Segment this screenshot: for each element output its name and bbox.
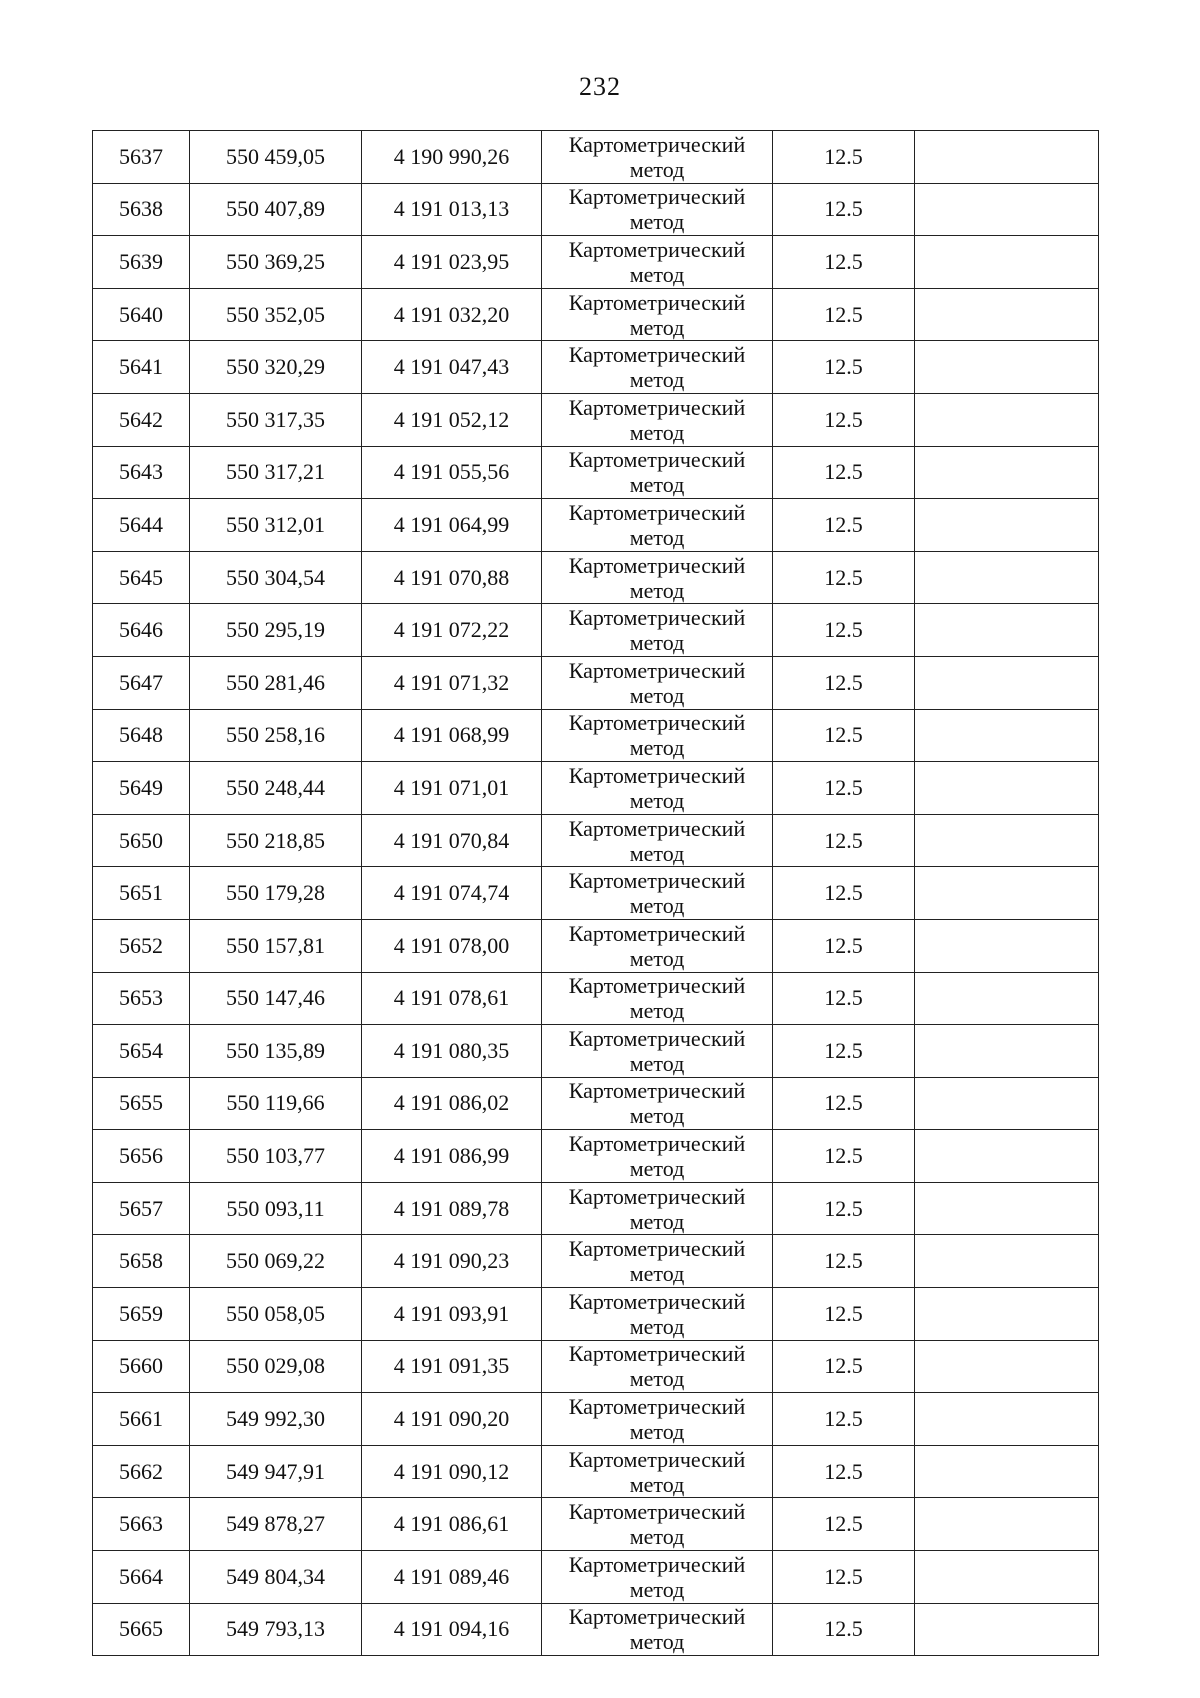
point-number-cell: 5664 <box>93 1551 190 1604</box>
note-cell <box>915 814 1099 867</box>
coordinates-table-body <box>93 131 1099 1656</box>
table-row <box>93 1077 1099 1130</box>
y-coordinate-cell: 4 191 068,99 <box>362 709 542 762</box>
method-line-1: Картометрический <box>568 657 746 683</box>
method-cell <box>542 183 773 236</box>
y-coordinate-cell: 4 191 074,74 <box>362 867 542 920</box>
table-row <box>93 341 1099 394</box>
accuracy-cell: 12.5 <box>773 1235 915 1288</box>
method-line-2: метод <box>629 524 685 550</box>
x-coordinate-cell: 549 992,30 <box>190 1393 362 1446</box>
table-row <box>93 1393 1099 1446</box>
method-cell <box>542 1025 773 1078</box>
note-cell <box>915 183 1099 236</box>
note-cell <box>915 1340 1099 1393</box>
method-cell <box>542 1393 773 1446</box>
method-cell <box>542 972 773 1025</box>
method-line-2: метод <box>629 735 685 761</box>
note-cell <box>915 972 1099 1025</box>
method-cell <box>542 656 773 709</box>
table-row <box>93 919 1099 972</box>
method-cell <box>542 814 773 867</box>
x-coordinate-cell: 550 135,89 <box>190 1025 362 1078</box>
table-row <box>93 236 1099 289</box>
y-coordinate-cell: 4 190 990,26 <box>362 131 542 184</box>
x-coordinate-cell: 550 119,66 <box>190 1077 362 1130</box>
accuracy-cell: 12.5 <box>773 288 915 341</box>
accuracy-cell: 12.5 <box>773 1445 915 1498</box>
x-coordinate-cell: 550 304,54 <box>190 551 362 604</box>
x-coordinate-cell: 550 157,81 <box>190 919 362 972</box>
accuracy-cell: 12.5 <box>773 1551 915 1604</box>
method-line-1: Картометрический <box>568 447 746 473</box>
method-line-1: Картометрический <box>568 1341 746 1367</box>
method-cell <box>542 1445 773 1498</box>
point-number-cell: 5644 <box>93 499 190 552</box>
table-row <box>93 1551 1099 1604</box>
table-row <box>93 1445 1099 1498</box>
method-line-2: метод <box>629 1419 685 1445</box>
method-line-2: метод <box>629 1524 685 1550</box>
method-line-2: метод <box>629 1366 685 1392</box>
accuracy-cell: 12.5 <box>773 1288 915 1341</box>
method-line-1: Картометрический <box>568 1288 746 1314</box>
accuracy-cell: 12.5 <box>773 762 915 815</box>
y-coordinate-cell: 4 191 070,88 <box>362 551 542 604</box>
table-row <box>93 972 1099 1025</box>
method-line-1: Картометрический <box>568 920 746 946</box>
accuracy-cell: 12.5 <box>773 1130 915 1183</box>
note-cell <box>915 762 1099 815</box>
point-number-cell: 5638 <box>93 183 190 236</box>
method-line-2: метод <box>629 261 685 287</box>
x-coordinate-cell: 550 103,77 <box>190 1130 362 1183</box>
x-coordinate-cell: 549 804,34 <box>190 1551 362 1604</box>
note-cell <box>915 1288 1099 1341</box>
table-row <box>93 1498 1099 1551</box>
method-line-2: метод <box>629 209 685 235</box>
x-coordinate-cell: 549 793,13 <box>190 1603 362 1656</box>
x-coordinate-cell: 550 147,46 <box>190 972 362 1025</box>
coordinates-table <box>92 130 1099 1656</box>
method-line-2: метод <box>629 1208 685 1234</box>
table-row <box>93 1182 1099 1235</box>
x-coordinate-cell: 550 312,01 <box>190 499 362 552</box>
accuracy-cell: 12.5 <box>773 1393 915 1446</box>
method-cell <box>542 499 773 552</box>
note-cell <box>915 499 1099 552</box>
note-cell <box>915 1025 1099 1078</box>
method-cell <box>542 131 773 184</box>
y-coordinate-cell: 4 191 064,99 <box>362 499 542 552</box>
point-number-cell: 5647 <box>93 656 190 709</box>
method-line-2: метод <box>629 630 685 656</box>
method-line-2: метод <box>629 840 685 866</box>
x-coordinate-cell: 550 258,16 <box>190 709 362 762</box>
y-coordinate-cell: 4 191 086,61 <box>362 1498 542 1551</box>
method-line-1: Картометрический <box>568 342 746 368</box>
point-number-cell: 5665 <box>93 1603 190 1656</box>
method-cell <box>542 919 773 972</box>
method-cell <box>542 1340 773 1393</box>
point-number-cell: 5662 <box>93 1445 190 1498</box>
point-number-cell: 5643 <box>93 446 190 499</box>
method-line-1: Картометрический <box>568 1078 746 1104</box>
note-cell <box>915 131 1099 184</box>
y-coordinate-cell: 4 191 078,00 <box>362 919 542 972</box>
x-coordinate-cell: 550 295,19 <box>190 604 362 657</box>
method-line-1: Картометрический <box>568 762 746 788</box>
method-line-1: Картометрический <box>568 184 746 210</box>
method-cell <box>542 1130 773 1183</box>
page-number: 232 <box>579 72 621 101</box>
method-line-1: Картометрический <box>568 1025 746 1051</box>
y-coordinate-cell: 4 191 071,01 <box>362 762 542 815</box>
point-number-cell: 5656 <box>93 1130 190 1183</box>
accuracy-cell: 12.5 <box>773 709 915 762</box>
y-coordinate-cell: 4 191 090,12 <box>362 1445 542 1498</box>
y-coordinate-cell: 4 191 070,84 <box>362 814 542 867</box>
point-number-cell: 5649 <box>93 762 190 815</box>
y-coordinate-cell: 4 191 071,32 <box>362 656 542 709</box>
x-coordinate-cell: 550 369,25 <box>190 236 362 289</box>
accuracy-cell: 12.5 <box>773 1340 915 1393</box>
method-line-1: Картометрический <box>568 1236 746 1262</box>
x-coordinate-cell: 550 407,89 <box>190 183 362 236</box>
y-coordinate-cell: 4 191 013,13 <box>362 183 542 236</box>
table-row <box>93 656 1099 709</box>
accuracy-cell: 12.5 <box>773 499 915 552</box>
point-number-cell: 5650 <box>93 814 190 867</box>
note-cell <box>915 919 1099 972</box>
note-cell <box>915 1235 1099 1288</box>
table-row <box>93 499 1099 552</box>
table-row <box>93 1130 1099 1183</box>
method-line-2: метод <box>629 1313 685 1339</box>
y-coordinate-cell: 4 191 089,78 <box>362 1182 542 1235</box>
note-cell <box>915 656 1099 709</box>
method-cell <box>542 551 773 604</box>
table-row <box>93 1235 1099 1288</box>
method-line-2: метод <box>629 1050 685 1076</box>
method-line-1: Картометрический <box>568 552 746 578</box>
table-row <box>93 604 1099 657</box>
method-cell <box>542 604 773 657</box>
note-cell <box>915 1445 1099 1498</box>
method-line-2: метод <box>629 682 685 708</box>
y-coordinate-cell: 4 191 023,95 <box>362 236 542 289</box>
method-cell <box>542 1498 773 1551</box>
table-row <box>93 131 1099 184</box>
method-line-1: Картометрический <box>568 236 746 262</box>
y-coordinate-cell: 4 191 078,61 <box>362 972 542 1025</box>
method-line-1: Картометрический <box>568 605 746 631</box>
method-line-2: метод <box>629 893 685 919</box>
x-coordinate-cell: 550 281,46 <box>190 656 362 709</box>
note-cell <box>915 709 1099 762</box>
point-number-cell: 5641 <box>93 341 190 394</box>
method-line-2: метод <box>629 998 685 1024</box>
y-coordinate-cell: 4 191 091,35 <box>362 1340 542 1393</box>
y-coordinate-cell: 4 191 052,12 <box>362 393 542 446</box>
method-line-1: Картометрический <box>568 499 746 525</box>
y-coordinate-cell: 4 191 055,56 <box>362 446 542 499</box>
table-row <box>93 393 1099 446</box>
method-line-2: метод <box>629 787 685 813</box>
note-cell <box>915 604 1099 657</box>
table-row <box>93 1603 1099 1656</box>
y-coordinate-cell: 4 191 089,46 <box>362 1551 542 1604</box>
note-cell <box>915 1077 1099 1130</box>
method-line-1: Картометрический <box>568 1131 746 1157</box>
accuracy-cell: 12.5 <box>773 236 915 289</box>
note-cell <box>915 1551 1099 1604</box>
accuracy-cell: 12.5 <box>773 656 915 709</box>
table-row <box>93 183 1099 236</box>
method-line-1: Картометрический <box>568 289 746 315</box>
table-row <box>93 709 1099 762</box>
method-line-2: метод <box>629 314 685 340</box>
x-coordinate-cell: 550 058,05 <box>190 1288 362 1341</box>
table-row <box>93 814 1099 867</box>
y-coordinate-cell: 4 191 080,35 <box>362 1025 542 1078</box>
table-row <box>93 551 1099 604</box>
point-number-cell: 5661 <box>93 1393 190 1446</box>
method-line-2: метод <box>629 1576 685 1602</box>
method-cell <box>542 1551 773 1604</box>
accuracy-cell: 12.5 <box>773 972 915 1025</box>
point-number-cell: 5663 <box>93 1498 190 1551</box>
point-number-cell: 5658 <box>93 1235 190 1288</box>
accuracy-cell: 12.5 <box>773 604 915 657</box>
method-line-2: метод <box>629 1629 685 1655</box>
method-line-2: метод <box>629 1103 685 1129</box>
note-cell <box>915 341 1099 394</box>
note-cell <box>915 288 1099 341</box>
y-coordinate-cell: 4 191 094,16 <box>362 1603 542 1656</box>
method-cell <box>542 341 773 394</box>
accuracy-cell: 12.5 <box>773 1025 915 1078</box>
y-coordinate-cell: 4 191 032,20 <box>362 288 542 341</box>
method-cell <box>542 1077 773 1130</box>
method-line-2: метод <box>629 367 685 393</box>
x-coordinate-cell: 550 317,35 <box>190 393 362 446</box>
note-cell <box>915 1130 1099 1183</box>
x-coordinate-cell: 550 069,22 <box>190 1235 362 1288</box>
point-number-cell: 5653 <box>93 972 190 1025</box>
table-row <box>93 288 1099 341</box>
method-line-2: метод <box>629 472 685 498</box>
y-coordinate-cell: 4 191 072,22 <box>362 604 542 657</box>
method-line-2: метод <box>629 1471 685 1497</box>
x-coordinate-cell: 550 093,11 <box>190 1182 362 1235</box>
accuracy-cell: 12.5 <box>773 183 915 236</box>
x-coordinate-cell: 550 317,21 <box>190 446 362 499</box>
method-line-1: Картометрический <box>568 394 746 420</box>
table-row <box>93 446 1099 499</box>
method-cell <box>542 1235 773 1288</box>
point-number-cell: 5660 <box>93 1340 190 1393</box>
method-line-2: метод <box>629 1156 685 1182</box>
method-cell <box>542 867 773 920</box>
method-line-1: Картометрический <box>568 131 746 157</box>
accuracy-cell: 12.5 <box>773 867 915 920</box>
y-coordinate-cell: 4 191 086,99 <box>362 1130 542 1183</box>
y-coordinate-cell: 4 191 090,23 <box>362 1235 542 1288</box>
point-number-cell: 5655 <box>93 1077 190 1130</box>
method-cell <box>542 762 773 815</box>
note-cell <box>915 236 1099 289</box>
method-cell <box>542 446 773 499</box>
x-coordinate-cell: 550 320,29 <box>190 341 362 394</box>
accuracy-cell: 12.5 <box>773 1077 915 1130</box>
point-number-cell: 5639 <box>93 236 190 289</box>
method-cell <box>542 288 773 341</box>
point-number-cell: 5646 <box>93 604 190 657</box>
point-number-cell: 5645 <box>93 551 190 604</box>
point-number-cell: 5651 <box>93 867 190 920</box>
method-cell <box>542 1288 773 1341</box>
note-cell <box>915 1393 1099 1446</box>
x-coordinate-cell: 550 352,05 <box>190 288 362 341</box>
note-cell <box>915 1603 1099 1656</box>
accuracy-cell: 12.5 <box>773 131 915 184</box>
table-row <box>93 1025 1099 1078</box>
method-line-1: Картометрический <box>568 973 746 999</box>
accuracy-cell: 12.5 <box>773 814 915 867</box>
y-coordinate-cell: 4 191 047,43 <box>362 341 542 394</box>
method-cell <box>542 1603 773 1656</box>
method-cell <box>542 393 773 446</box>
accuracy-cell: 12.5 <box>773 446 915 499</box>
x-coordinate-cell: 550 179,28 <box>190 867 362 920</box>
method-cell <box>542 709 773 762</box>
accuracy-cell: 12.5 <box>773 919 915 972</box>
table-row <box>93 762 1099 815</box>
point-number-cell: 5654 <box>93 1025 190 1078</box>
note-cell <box>915 393 1099 446</box>
note-cell <box>915 1498 1099 1551</box>
x-coordinate-cell: 550 248,44 <box>190 762 362 815</box>
method-line-2: метод <box>629 419 685 445</box>
point-number-cell: 5657 <box>93 1182 190 1235</box>
accuracy-cell: 12.5 <box>773 1182 915 1235</box>
table-row <box>93 1340 1099 1393</box>
point-number-cell: 5637 <box>93 131 190 184</box>
note-cell <box>915 1182 1099 1235</box>
method-line-1: Картометрический <box>568 1183 746 1209</box>
accuracy-cell: 12.5 <box>773 393 915 446</box>
method-line-2: метод <box>629 945 685 971</box>
method-line-1: Картометрический <box>568 1551 746 1577</box>
method-line-1: Картометрический <box>568 710 746 736</box>
x-coordinate-cell: 549 947,91 <box>190 1445 362 1498</box>
x-coordinate-cell: 550 218,85 <box>190 814 362 867</box>
accuracy-cell: 12.5 <box>773 1498 915 1551</box>
method-line-1: Картометрический <box>568 1446 746 1472</box>
point-number-cell: 5652 <box>93 919 190 972</box>
method-line-1: Картометрический <box>568 815 746 841</box>
method-cell <box>542 1182 773 1235</box>
accuracy-cell: 12.5 <box>773 551 915 604</box>
table-row <box>93 1288 1099 1341</box>
method-cell <box>542 236 773 289</box>
method-line-2: метод <box>629 577 685 603</box>
point-number-cell: 5640 <box>93 288 190 341</box>
method-line-1: Картометрический <box>568 1604 746 1630</box>
method-line-1: Картометрический <box>568 1499 746 1525</box>
method-line-1: Картометрический <box>568 1394 746 1420</box>
method-line-2: метод <box>629 156 685 182</box>
point-number-cell: 5648 <box>93 709 190 762</box>
note-cell <box>915 867 1099 920</box>
method-line-1: Картометрический <box>568 868 746 894</box>
x-coordinate-cell: 550 459,05 <box>190 131 362 184</box>
note-cell <box>915 551 1099 604</box>
table-row <box>93 867 1099 920</box>
x-coordinate-cell: 549 878,27 <box>190 1498 362 1551</box>
y-coordinate-cell: 4 191 086,02 <box>362 1077 542 1130</box>
point-number-cell: 5642 <box>93 393 190 446</box>
y-coordinate-cell: 4 191 090,20 <box>362 1393 542 1446</box>
accuracy-cell: 12.5 <box>773 341 915 394</box>
method-line-2: метод <box>629 1261 685 1287</box>
y-coordinate-cell: 4 191 093,91 <box>362 1288 542 1341</box>
note-cell <box>915 446 1099 499</box>
x-coordinate-cell: 550 029,08 <box>190 1340 362 1393</box>
accuracy-cell: 12.5 <box>773 1603 915 1656</box>
point-number-cell: 5659 <box>93 1288 190 1341</box>
